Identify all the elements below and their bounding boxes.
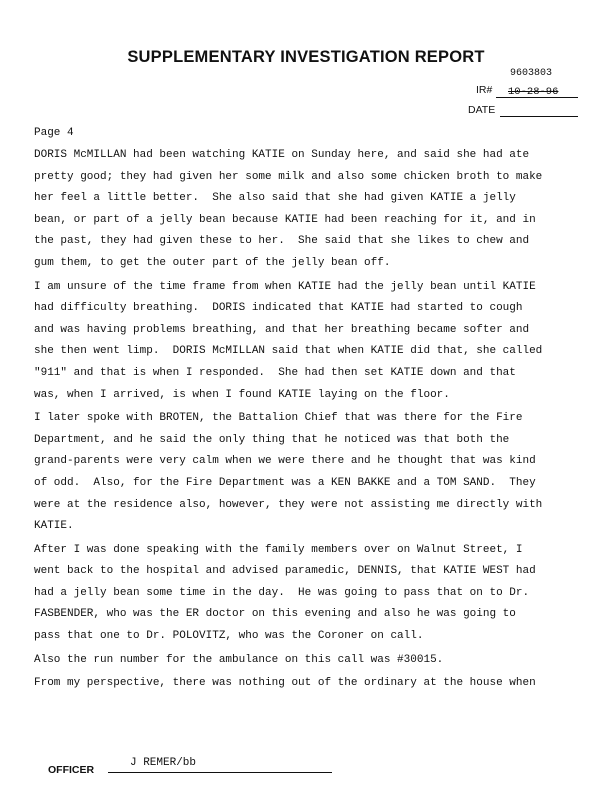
officer-name: J REMER/bb: [130, 757, 197, 769]
report-body: [34, 145, 594, 697]
text-line: grand-parents were very calm when we were there and he thought that was kind: [34, 455, 536, 468]
text-line: Also the run number for the ambulance on this call was #30015.: [34, 653, 444, 666]
text-line: From my perspective, there was nothing out of the ordinary at the house when: [34, 677, 536, 690]
ir-date-value: 10-28-96: [508, 86, 559, 98]
paragraph-1: [34, 145, 594, 275]
paragraph-5: [34, 650, 594, 672]
text-line: FASBENDER, who was the ER doctor on this evening and also he was going to: [34, 608, 516, 621]
text-line: After I was done speaking with the family members over on Walnut Street, I: [34, 543, 523, 556]
ir-number: 9603803: [510, 68, 553, 79]
text-line: DORIS McMILLAN had been watching KATIE on Sunday here, and said she had ate: [34, 149, 530, 161]
text-line: pass that one to Dr. POLOVITZ, who was the Coroner on call.: [34, 630, 424, 643]
paragraph-6: [34, 673, 594, 695]
date-label: DATE: [468, 104, 496, 116]
text-line: of odd. Also, for the Fire Department was a KEN BAKKE and a TOM SAND. They: [34, 476, 536, 489]
ir-underline: [496, 97, 578, 98]
text-line: and was having problems breathing, and that her breathing became softer and: [34, 323, 530, 336]
paragraph-4: [34, 540, 594, 648]
text-line: she then went limp. DORIS McMILLAN said that when KATIE did that, she called: [34, 345, 543, 358]
ir-label: IR#: [476, 84, 493, 96]
text-line: pretty good; they had given her some milk and also some chicken broth to make: [34, 170, 543, 183]
page-number: Page 4: [34, 127, 74, 139]
text-line: gum them, to get the outer part of the jelly bean off.: [34, 256, 391, 269]
paragraph-2: [34, 277, 594, 407]
text-line: were at the residence also, however, they were not assisting me directly with: [34, 498, 543, 511]
text-line: the past, they had given these to her. She said that she likes to chew and: [34, 235, 530, 248]
text-line: her feel a little better. She also said that she had given KATIE a jelly: [34, 192, 516, 205]
text-line: went back to the hospital and advised paramedic, DENNIS, that KATIE WEST had: [34, 565, 536, 578]
text-line: Department, and he said the only thing that he noticed was that both the: [34, 433, 510, 446]
text-line: "911" and that is when I responded. She had then set KATIE down and that: [34, 366, 516, 379]
text-line: KATIE.: [34, 520, 74, 533]
officer-underline: [108, 772, 332, 773]
officer-label: OFFICER: [48, 764, 95, 776]
text-line: was, when I arrived, is when I found KATIE laying on the floor.: [34, 388, 450, 401]
text-line: had a jelly bean some time in the day. He was going to pass that on to Dr.: [34, 586, 530, 599]
text-line: had difficulty breathing. DORIS indicated that KATIE had started to cough: [34, 302, 523, 315]
report-title: SUPPLEMENTARY INVESTIGATION REPORT: [127, 48, 485, 66]
text-line: I am unsure of the time frame from when KATIE had the jelly bean until KATIE: [34, 280, 536, 293]
text-line: I later spoke with BROTEN, the Battalion Chief that was there for the Fire: [34, 412, 523, 425]
date-underline: [500, 116, 578, 117]
text-line: bean, or part of a jelly bean because KATIE had been reaching for it, and in: [34, 213, 536, 226]
paragraph-3: [34, 408, 594, 538]
